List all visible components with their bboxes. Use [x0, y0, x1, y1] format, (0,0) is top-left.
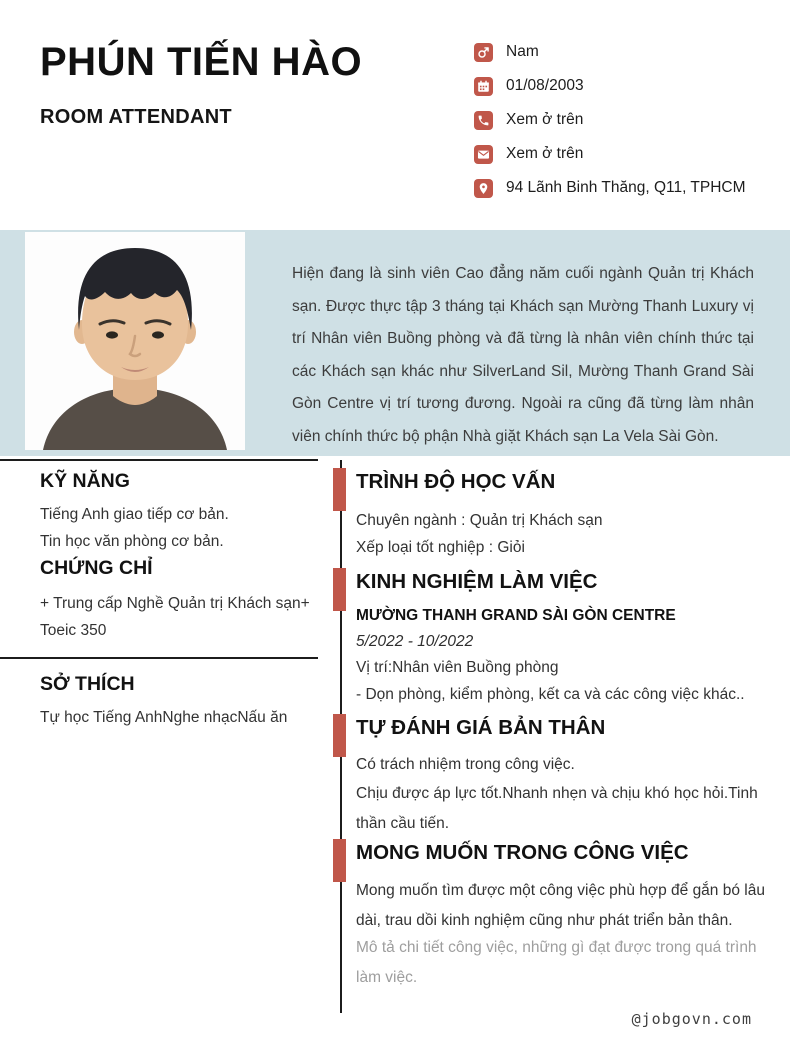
education-detail: Xếp loại tốt nghiệp : Giỏi	[356, 539, 525, 556]
phone-icon	[474, 111, 493, 130]
self-assessment-detail: Chịu được áp lực tốt.Nhanh nhẹn và chịu khó học hỏi.Tinh thần cầu tiến.	[356, 785, 758, 832]
section-heading-experience: KINH NGHIỆM LÀM VIỆC	[356, 570, 598, 593]
experience-company: MƯỜNG THANH GRAND SÀI GÒN CENTRE	[356, 607, 676, 624]
contact-list	[474, 40, 746, 210]
contact-text: Xem ở trên	[506, 111, 584, 128]
profile-summary: Hiện đang là sinh viên Cao đẳng năm cuối ngành Quản trị Khách sạn. Được thực tập 3 tháng tại Khách sạn Mường Thanh Luxury vị trí Nhân viên Buồng phòng và đã từng là nhân viên chính thức tại các Khách sạn khác như SilverLand Sil, Mường Thanh Grand Sài Gòn Centre vị trí tương đương. Ngoài ra cũng đã từng làm nhân viên chính thức bộ phận Nhà giặt Khách sạn La Vela Sài Gòn.	[292, 265, 754, 445]
contact-text: 01/08/2003	[506, 77, 584, 94]
experience-period: 5/2022 - 10/2022	[356, 633, 474, 650]
section-heading-hobbies: SỞ THÍCH	[40, 673, 135, 695]
section-accent-bar	[333, 839, 346, 882]
self-assessment-detail: Có trách nhiệm trong công việc.	[356, 756, 575, 773]
left-column-top-rule	[0, 459, 318, 461]
section-heading-self-assessment: TỰ ĐÁNH GIÁ BẢN THÂN	[356, 716, 606, 739]
section-heading-certificates: CHỨNG CHỈ	[40, 557, 153, 579]
section-accent-bar	[333, 468, 346, 511]
contact-item-email	[474, 142, 746, 166]
section-heading-education: TRÌNH ĐỘ HỌC VẤN	[356, 470, 556, 493]
experience-detail: Vị trí:Nhân viên Buồng phòng	[356, 659, 559, 676]
experience-detail: - Dọn phòng, kiểm phòng, kết ca và các công việc khác..	[356, 686, 745, 703]
section-heading-expectations: MONG MUỐN TRONG CÔNG VIỆC	[356, 841, 689, 864]
watermark: @jobgovn.com	[631, 1010, 752, 1028]
job-title: ROOM ATTENDANT	[40, 106, 232, 128]
left-column-middle-rule	[0, 657, 318, 659]
gender-icon	[474, 43, 493, 62]
education-detail: Chuyên ngành : Quản trị Khách sạn	[356, 512, 603, 529]
calendar-icon	[474, 77, 493, 96]
expectations-placeholder: Mô tả chi tiết công việc, những gì đạt được trong quá trình làm việc.	[356, 939, 757, 986]
expectations-text: Mong muốn tìm được một công việc phù hợp để gắn bó lâu dài, trau dồi kinh nghiệm cũng như phát triển bản thân.	[356, 882, 765, 929]
location-icon	[474, 179, 493, 198]
contact-item-gender	[474, 40, 746, 64]
section-accent-bar	[333, 714, 346, 757]
hobby-item: Tự học Tiếng AnhNghe nhạcNấu ăn	[40, 709, 288, 726]
certificate-item: + Trung cấp Nghề Quản trị Khách sạn+ Toeic 350	[40, 595, 310, 639]
contact-text: Xem ở trên	[506, 145, 584, 162]
summary-panel	[0, 230, 790, 456]
contact-text: 94 Lãnh Binh Thăng, Q11, TPHCM	[506, 179, 746, 196]
section-accent-bar	[333, 568, 346, 611]
profile-photo	[25, 232, 245, 450]
contact-item-phone	[474, 108, 746, 132]
contact-item-address	[474, 176, 746, 200]
skill-item: Tin học văn phòng cơ bản.	[40, 533, 224, 550]
email-icon	[474, 145, 493, 164]
page-title: PHÚN TIẾN HÀO	[40, 40, 363, 84]
contact-text: Nam	[506, 43, 539, 60]
contact-item-birthday	[474, 74, 746, 98]
skill-item: Tiếng Anh giao tiếp cơ bản.	[40, 506, 229, 523]
section-heading-skills: KỸ NĂNG	[40, 470, 130, 492]
